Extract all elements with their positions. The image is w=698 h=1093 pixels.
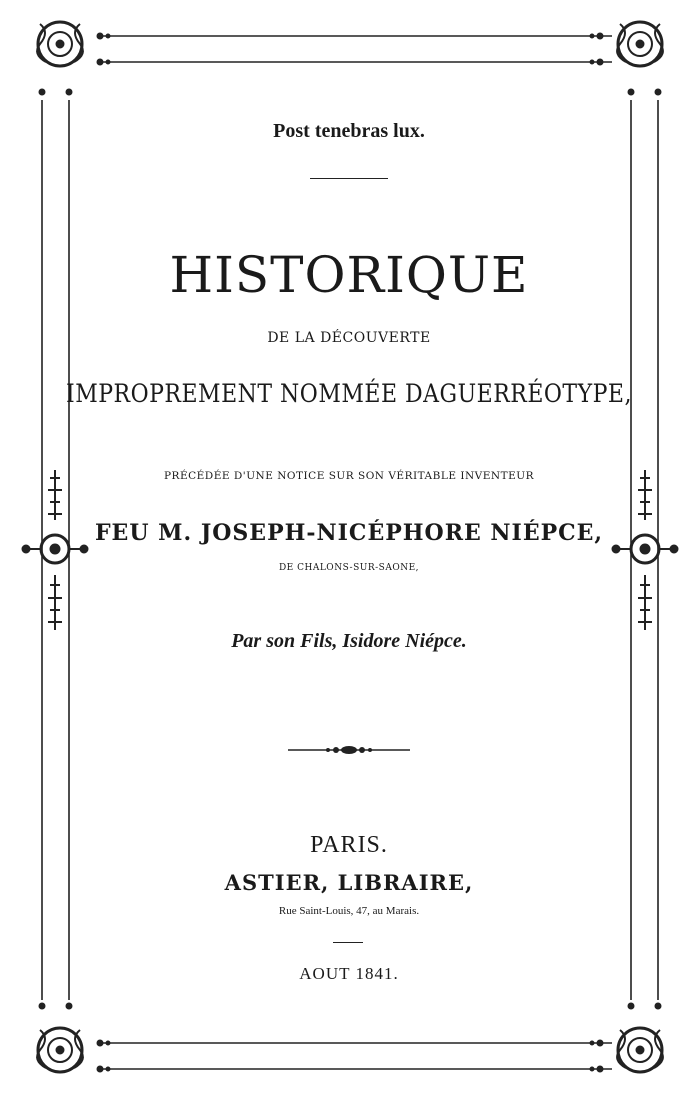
publication-city: PARIS. <box>310 832 388 858</box>
corner-ornament-top-left <box>37 22 110 95</box>
side-ornament-right <box>612 470 678 632</box>
byline: Par son Fils, Isidore Niépce. <box>231 630 467 652</box>
side-ornament-left <box>22 470 88 632</box>
subtitle-line-1: DE LA DÉCOUVERTE <box>267 330 431 346</box>
page-title: HISTORIQUE <box>169 246 529 304</box>
publisher-address: Rue Saint-Louis, 47, au Marais. <box>278 905 420 917</box>
corner-ornament-bottom-left <box>37 1003 110 1072</box>
subtitle-line-2: IMPROPREMENT NOMMÉE DAGUERRÉOTYPE, <box>66 380 632 409</box>
corner-ornament-top-right <box>590 22 663 95</box>
subtitle-line-3: PRÉCÉDÉE D'UNE NOTICE SUR SON VÉRITABLE INVENTEUR <box>163 470 535 482</box>
motto: Post tenebras lux. <box>273 120 425 142</box>
date-rule <box>333 942 363 943</box>
author-name: FEU M. JOSEPH-NICÉPHORE NIÉPCE, <box>94 520 604 546</box>
divider-ornament <box>288 740 410 760</box>
motto-rule <box>310 178 388 179</box>
publisher-name: ASTIER, LIBRAIRE, <box>224 870 474 895</box>
author-origin: DE CHALONS-SUR-SAONE, <box>278 563 420 573</box>
publication-date: AOUT 1841. <box>299 964 399 983</box>
corner-ornament-bottom-right <box>590 1003 663 1072</box>
